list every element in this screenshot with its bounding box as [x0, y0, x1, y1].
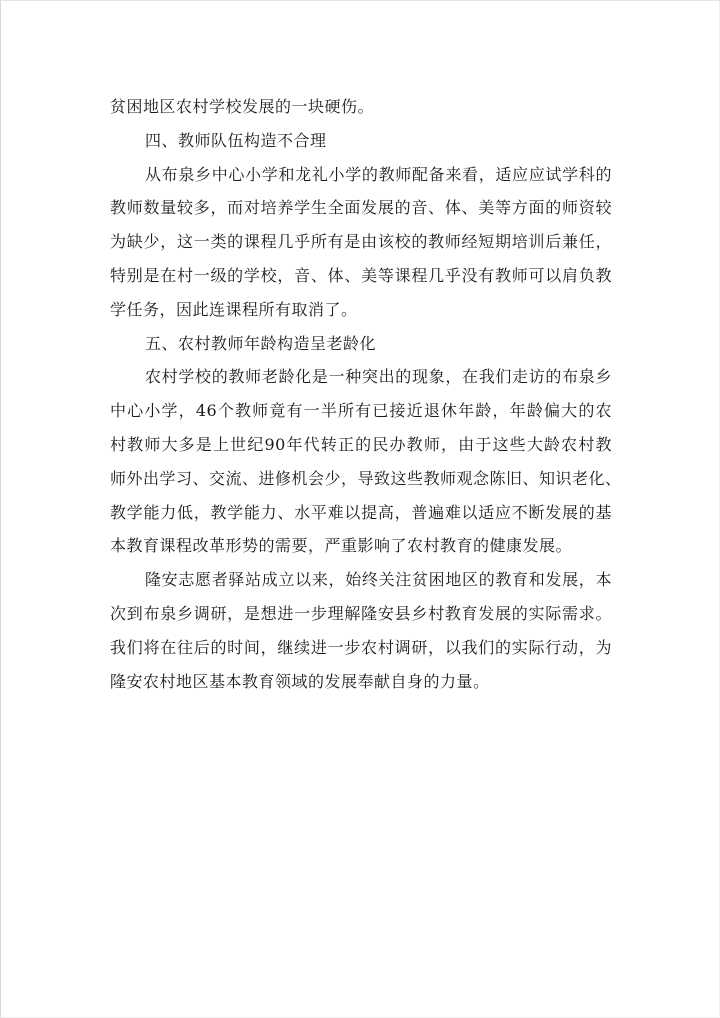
- text-line-3: 从布泉乡中心小学和龙礼小学的教师配备来看，适应应试学科的: [145, 164, 612, 184]
- text-line-15: 隆安志愿者驿站成立以来，始终关注贫困地区的教育和发展，本: [145, 570, 612, 590]
- text-line-1: 贫困地区农村学校发展的一块硬伤。: [110, 97, 375, 116]
- section-heading-4: 四、教师队伍构造不合理: [145, 130, 327, 150]
- text-line-10: 中心小学，46个教师竟有一半所有已接近退休年龄，年龄偏大的农: [110, 401, 612, 421]
- text-line-17: 我们将在往后的时间，继续进一步农村调研，以我们的实际行动，为: [110, 637, 612, 657]
- text-line-14: 本教育课程改革形势的需要，严重影响了农村教育的健康发展。: [110, 536, 573, 556]
- text-line-16: 次到布泉乡调研，是想进一步理解隆安县乡村教育发展的实际需求。: [110, 603, 612, 623]
- text-line-11: 村教师大多是上世纪90年代转正的民办教师，由于这些大龄农村教: [110, 434, 612, 454]
- text-line-9: 农村学校的教师老龄化是一种突出的现象，在我们走访的布泉乡: [145, 367, 612, 387]
- document-body: [110, 90, 622, 698]
- text-line-4: 教师数量较多，而对培养学生全面发展的音、体、美等方面的师资较: [110, 198, 612, 218]
- text-line-5: 为缺少，这一类的课程几乎所有是由该校的教师经短期培训后兼任，: [110, 232, 612, 252]
- text-line-18: 隆安农村地区基本教育领域的发展奉献自身的力量。: [110, 671, 490, 691]
- section-heading-5: 五、农村教师年龄构造呈老龄化: [145, 333, 377, 353]
- text-line-6: 特别是在村一级的学校，音、体、美等课程几乎没有教师可以肩负教: [110, 265, 612, 285]
- text-line-12: 师外出学习、交流、进修机会少，导致这些教师观念陈旧、知识老化、: [110, 468, 622, 488]
- text-line-7: 学任务，因此连课程所有取消了。: [110, 299, 358, 319]
- text-line-13: 教学能力低，教学能力、水平难以提高，普遍难以适应不断发展的基: [110, 502, 612, 522]
